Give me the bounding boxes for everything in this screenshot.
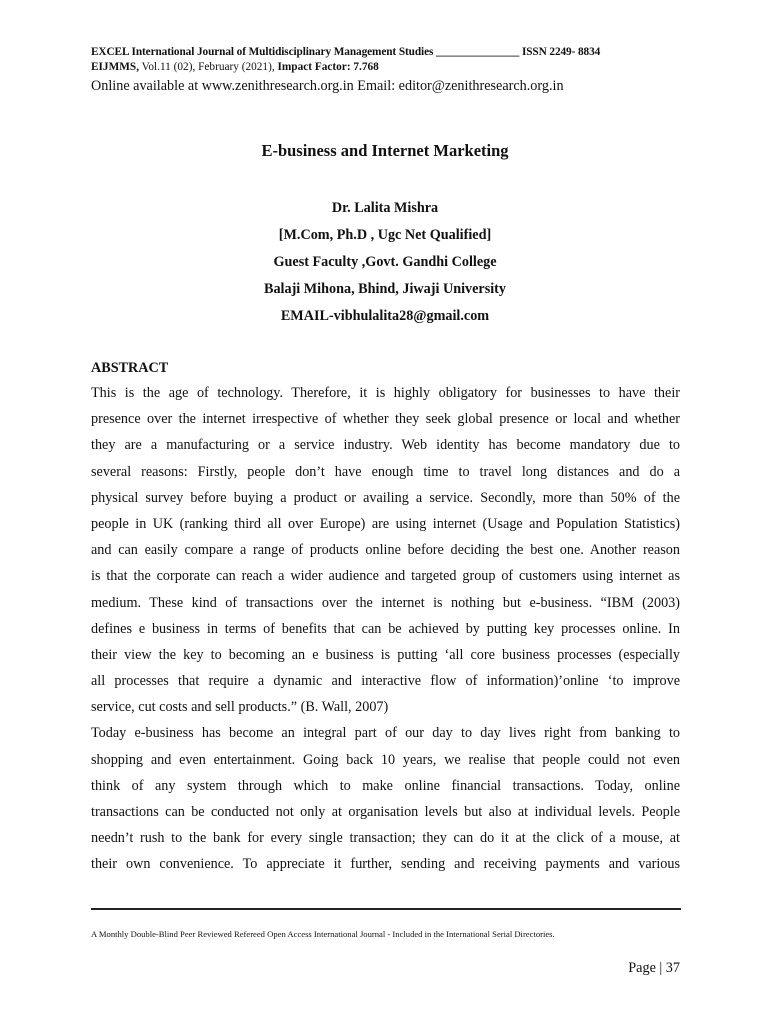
body-line: they are a manufacturing or a service industry. Web identity has become mandatory due to	[91, 437, 680, 454]
footer-divider	[91, 908, 681, 910]
journal-abbreviation: EIJMMS,	[91, 61, 140, 73]
body-line: shopping and even entertainment. Going back 10 years, we realise that people could not even	[91, 751, 680, 768]
body-line: all processes that require a dynamic and interactive flow of information)’online ‘to improve	[91, 673, 680, 690]
page-number: Page | 37	[628, 960, 680, 976]
journal-header	[91, 45, 691, 95]
journal-issue-info	[91, 60, 691, 75]
author-qualification: [M.Com, Ph.D , Ugc Net Qualified]	[278, 227, 492, 243]
body-line: their own convenience. To appreciate it further, sending and receiving payments and various	[91, 856, 680, 873]
abstract-heading: ABSTRACT	[91, 360, 169, 376]
footer-note: A Monthly Double-Blind Peer Reviewed Refereed Open Access International Journal - Included in the International Serial Directories.	[91, 929, 555, 939]
body-line: presence over the internet irrespective of whether they seek global presence or local and whether	[91, 411, 680, 428]
author-block	[0, 198, 770, 333]
body-line: This is the age of technology. Therefore, it is highly obligatory for businesses to have their	[91, 385, 680, 401]
journal-title-issn: EXCEL International Journal of Multidisciplinary Management Studies _______________ ISSN 2249- 8834	[91, 46, 601, 58]
body-line: people in UK (ranking third all over Europe) are using internet (Usage and Population Statistics)	[91, 515, 680, 532]
abstract-body	[91, 382, 680, 880]
paper-title: E-business and Internet Marketing	[261, 141, 509, 160]
author-name: Dr. Lalita Mishra	[331, 200, 439, 216]
body-line: service, cut costs and sell products.” (B. Wall, 2007)	[91, 699, 389, 716]
impact-factor: Impact Factor: 7.768	[277, 61, 379, 73]
body-line: transactions can be conducted not only at organisation levels but also at individual levels. People	[91, 804, 680, 820]
author-position: Guest Faculty ,Govt. Gandhi College	[273, 254, 497, 270]
body-line: medium. These kind of transactions over the internet is nothing but e-business. “IBM (2003)	[91, 594, 680, 611]
body-line: Today e-business has become an integral part of our day to day lives right from banking to	[91, 725, 680, 742]
journal-volume: Vol.11 (02), February (2021),	[139, 61, 278, 73]
body-line: several reasons: Firstly, people don’t have enough time to travel long distances and do a	[91, 463, 680, 480]
body-line: is that the corporate can reach a wider audience and targeted group of customers using internet as	[91, 568, 680, 585]
body-line: think of any system through which to make online financial transactions. Today, online	[91, 777, 680, 794]
body-line: physical survey before buying a product or availing a service. Secondly, more than 50% of the	[91, 489, 680, 506]
body-line: their view the key to becoming an e business is putting ‘all core business processes (especially	[91, 646, 680, 663]
journal-online-info: Online available at www.zenithresearch.org.in Email: editor@zenithresearch.org.in	[91, 78, 564, 94]
body-line: and can easily compare a range of products online before deciding the best one. Another reason	[91, 542, 680, 559]
author-email: EMAIL-vibhulalita28@gmail.com	[280, 308, 490, 324]
body-line: defines e business in terms of benefits that can be achieved by putting key processes online. In	[91, 620, 680, 637]
author-location: Balaji Mihona, Bhind, Jiwaji University	[263, 281, 506, 297]
body-line: needn’t rush to the bank for every single transaction; they can do it at the click of a mouse, at	[91, 830, 680, 847]
